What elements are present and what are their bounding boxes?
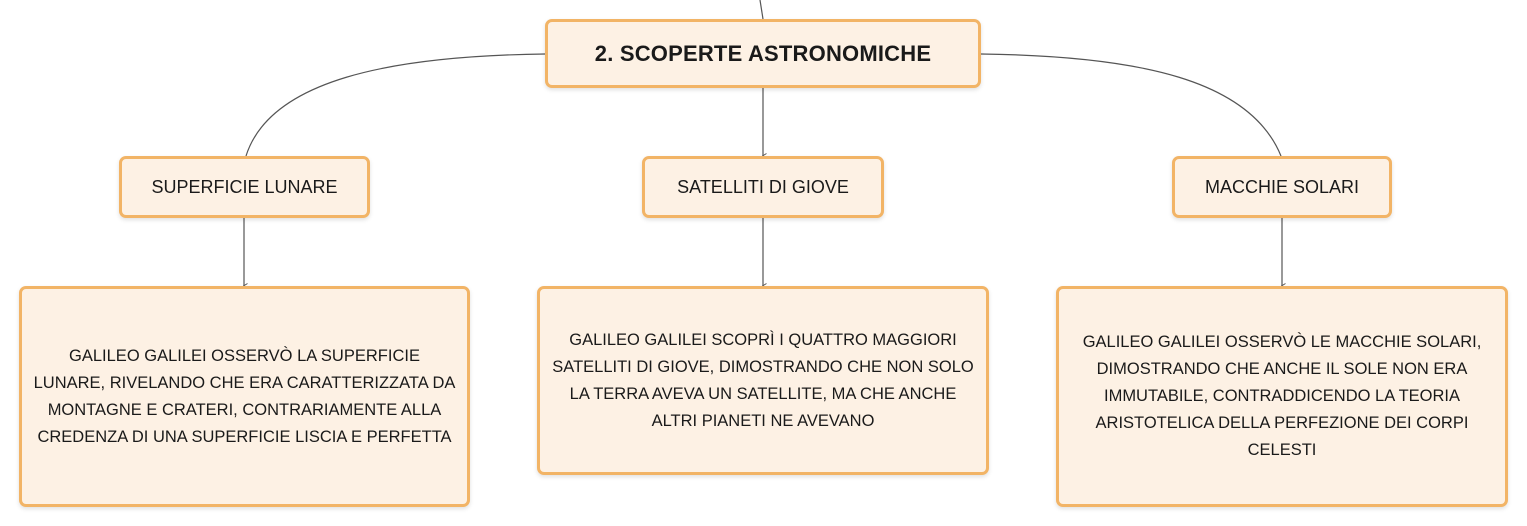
description-text: GALILEO GALILEI OSSERVÒ LE MACCHIE SOLARI, DIMOSTRANDO CHE ANCHE IL SOLE NON ERA IMMUTABILE, CONTRADDICENDO LA TEORIA ARISTOTELICA DELLA PERFEZIONE DEI CORPI CELESTI <box>1082 333 1482 459</box>
root-node[interactable] <box>545 19 981 88</box>
topic-node-superficie-lunare[interactable] <box>119 156 370 218</box>
connector-root-to-macchie-solari <box>981 54 1281 156</box>
description-node-superficie-lunare[interactable] <box>19 286 470 507</box>
topic-node-macchie-solari[interactable] <box>1172 156 1392 218</box>
description-text: GALILEO GALILEI OSSERVÒ LA SUPERFICIE LUNARE, RIVELANDO CHE ERA CARATTERIZZATA DA MONTAGNE E CRATERI, CONTRARIAMENTE ALLA CREDENZA DI UNA SUPERFICIE LISCIA E PERFETTA <box>33 346 456 446</box>
topic-node-label: SATELLITI DI GIOVE <box>677 176 849 197</box>
connector-root-to-superficie-lunare <box>246 54 545 156</box>
incoming-connector <box>760 0 763 19</box>
description-node-satelliti-di-giove[interactable] <box>537 286 989 475</box>
topic-node-satelliti-di-giove[interactable] <box>642 156 884 218</box>
topic-node-label: SUPERFICIE LUNARE <box>151 176 338 197</box>
description-node-macchie-solari[interactable] <box>1056 286 1508 507</box>
root-node-label: 2. SCOPERTE ASTRONOMICHE <box>594 40 932 66</box>
description-text: GALILEO GALILEI SCOPRÌ I QUATTRO MAGGIORI SATELLITI DI GIOVE, DIMOSTRANDO CHE NON SOLO LA TERRA AVEVA UN SATELLITE, MA CHE ANCHE ALTRI PIANETI NE AVEVANO <box>552 330 974 430</box>
topic-node-label: MACCHIE SOLARI <box>1204 176 1360 197</box>
